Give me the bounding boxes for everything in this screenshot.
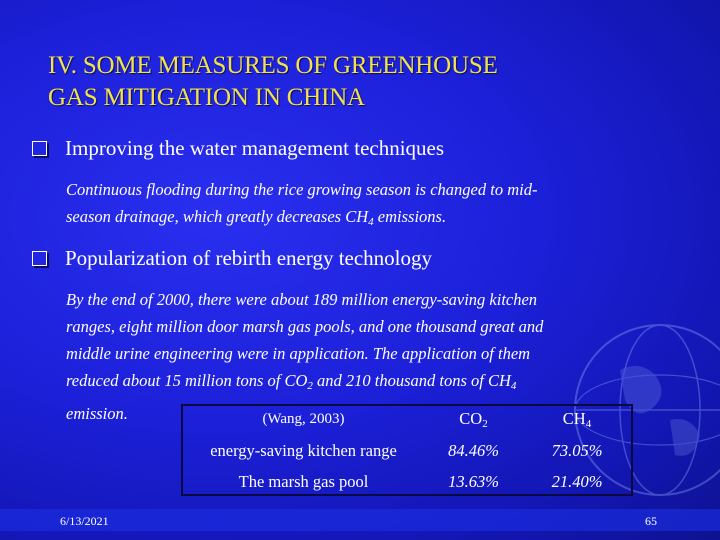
- row-co2: 84.46%: [448, 440, 499, 460]
- title-line-2: GAS MITIGATION IN CHINA: [48, 84, 365, 111]
- text-span: emissions.: [373, 207, 447, 226]
- checkbox-bullet-icon: [32, 141, 47, 156]
- bullet-heading: Popularization of rebirth energy technology: [65, 246, 433, 270]
- subscript: 2: [307, 380, 313, 392]
- text-span: CH: [562, 409, 586, 428]
- subscript: 4: [585, 418, 592, 430]
- row-label: energy-saving kitchen range: [210, 440, 397, 460]
- row-co2: 13.63%: [448, 471, 499, 491]
- water-management-text: [66, 176, 537, 236]
- row-ch4: 73.05%: [551, 440, 603, 460]
- para-line: By the end of 2000, there were about 189 million energy-saving kitchen: [66, 290, 538, 309]
- para-line: [66, 367, 543, 400]
- title-line-1: IV. SOME MEASURES OF GREENHOUSE: [48, 52, 498, 79]
- table-source: (Wang, 2003): [262, 411, 345, 427]
- para-line: ranges, eight million door marsh gas pools, and one thousand great and: [66, 317, 544, 336]
- row-label: The marsh gas pool: [238, 471, 369, 491]
- subscript: 4: [368, 216, 374, 228]
- text-span: season drainage, which greatly decreases CH: [66, 207, 369, 226]
- subscript: 2: [482, 418, 488, 430]
- slide-title: [48, 50, 668, 114]
- footer-date: 6/13/2021: [60, 514, 109, 528]
- subscript: 4: [510, 380, 517, 392]
- bullet-water-management: [32, 136, 444, 161]
- text-span: and 210 thousand tons of CH: [312, 371, 511, 390]
- text-span: reduced about 15 million tons of CO: [66, 371, 308, 390]
- para-line: Continuous flooding during the rice growing season is changed to mid-: [66, 180, 538, 199]
- para-line: middle urine engineering were in application. The application of them: [66, 344, 531, 363]
- footer-page-number: 65: [645, 514, 657, 528]
- para-line: emission.: [66, 404, 128, 423]
- bullet-rebirth-energy: [32, 246, 432, 271]
- checkbox-bullet-icon: [32, 251, 47, 266]
- bullet-heading: Improving the water management techniques: [65, 136, 445, 160]
- row-ch4: 21.40%: [551, 471, 603, 491]
- table-outline: [181, 404, 633, 496]
- text-span: CO: [459, 409, 483, 428]
- para-line: [66, 203, 537, 236]
